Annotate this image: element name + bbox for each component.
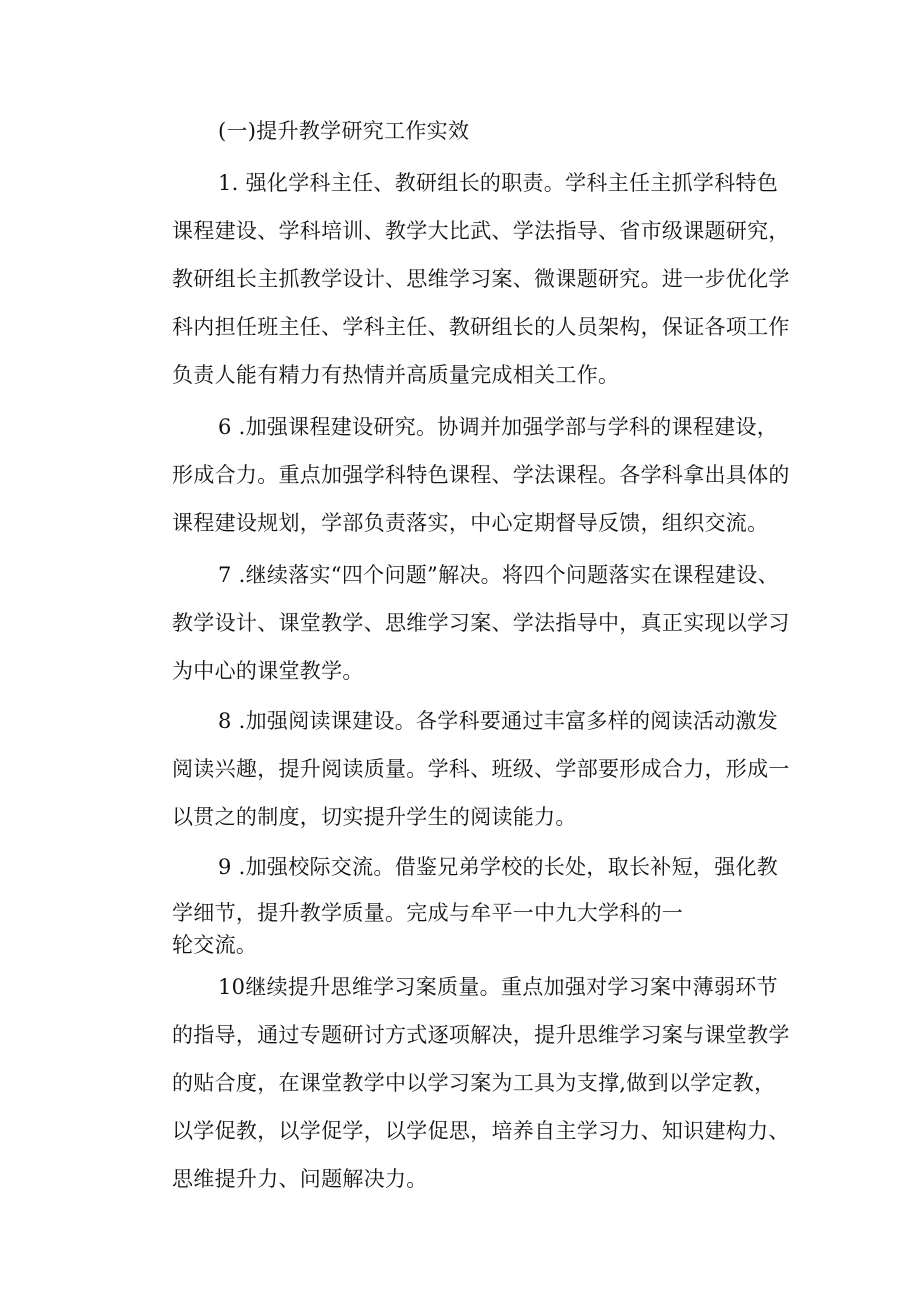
paragraph-line: 教研组长主抓教学设计、思维学习案、微课题研究。进一步优化学 (172, 267, 790, 291)
paragraph-line: 轮交流。 (172, 933, 258, 957)
paragraph-line: 负责人能有精力有热情并高质量完成相关工作。 (172, 363, 620, 387)
paragraph-line: 阅读兴趣，提升阅读质量。学科、班级、学部要形成合力，形成一 (172, 757, 790, 781)
paragraph-line: 8 .加强阅读课建设。各学科要通过丰富多样的阅读活动激发 (218, 709, 779, 733)
paragraph-line: 9 .加强校际交流。借鉴兄弟学校的长处，取长补短，强化教 (218, 855, 779, 879)
paragraph-line: 课程建设规划，学部负责落实，中心定期督导反馈，组织交流。 (172, 511, 769, 535)
paragraph-line: 思维提升力、问题解决力。 (172, 1167, 428, 1191)
paragraph-line: 为中心的课堂教学。 (172, 659, 364, 683)
paragraph-line: 教学设计、课堂教学、思维学习案、学法指导中，真正实现以学习 (172, 611, 790, 635)
paragraph-line: 10继续提升思维学习案质量。重点加强对学习案中薄弱环节 (218, 975, 778, 999)
paragraph-line: 形成合力。重点加强学科特色课程、学法课程。各学科拿出具体的 (172, 463, 790, 487)
paragraph-line: 学细节，提升教学质量。完成与牟平一中九大学科的一 (172, 901, 684, 925)
section-heading: (一)提升教学研究工作实效 (218, 119, 470, 143)
paragraph-line: 的贴合度，在课堂教学中以学习案为工具为支撑,做到以学定教， (172, 1071, 776, 1095)
paragraph-line: 以学促教，以学促学，以学促思，培养自主学习力、知识建构力、 (172, 1119, 790, 1143)
paragraph-line: 7 .继续落实“四个问题”解决。将四个问题落实在课程建设、 (218, 563, 779, 587)
paragraph-line: 6 .加强课程建设研究。协调并加强学部与学科的课程建设， (218, 415, 779, 439)
paragraph-line: 科内担任班主任、学科主任、教研组长的人员架构，保证各项工作 (172, 315, 790, 339)
paragraph-line: 以贯之的制度，切实提升学生的阅读能力。 (172, 805, 577, 829)
paragraph-line: 的指导，通过专题研讨方式逐项解决，提升思维学习案与课堂教学 (172, 1023, 790, 1047)
paragraph-line: 1. 强化学科主任、教研组长的职责。学科主任主抓学科特色 (218, 171, 779, 195)
paragraph-line: 课程建设、学科培训、教学大比武、学法指导、省市级课题研究， (172, 219, 790, 243)
